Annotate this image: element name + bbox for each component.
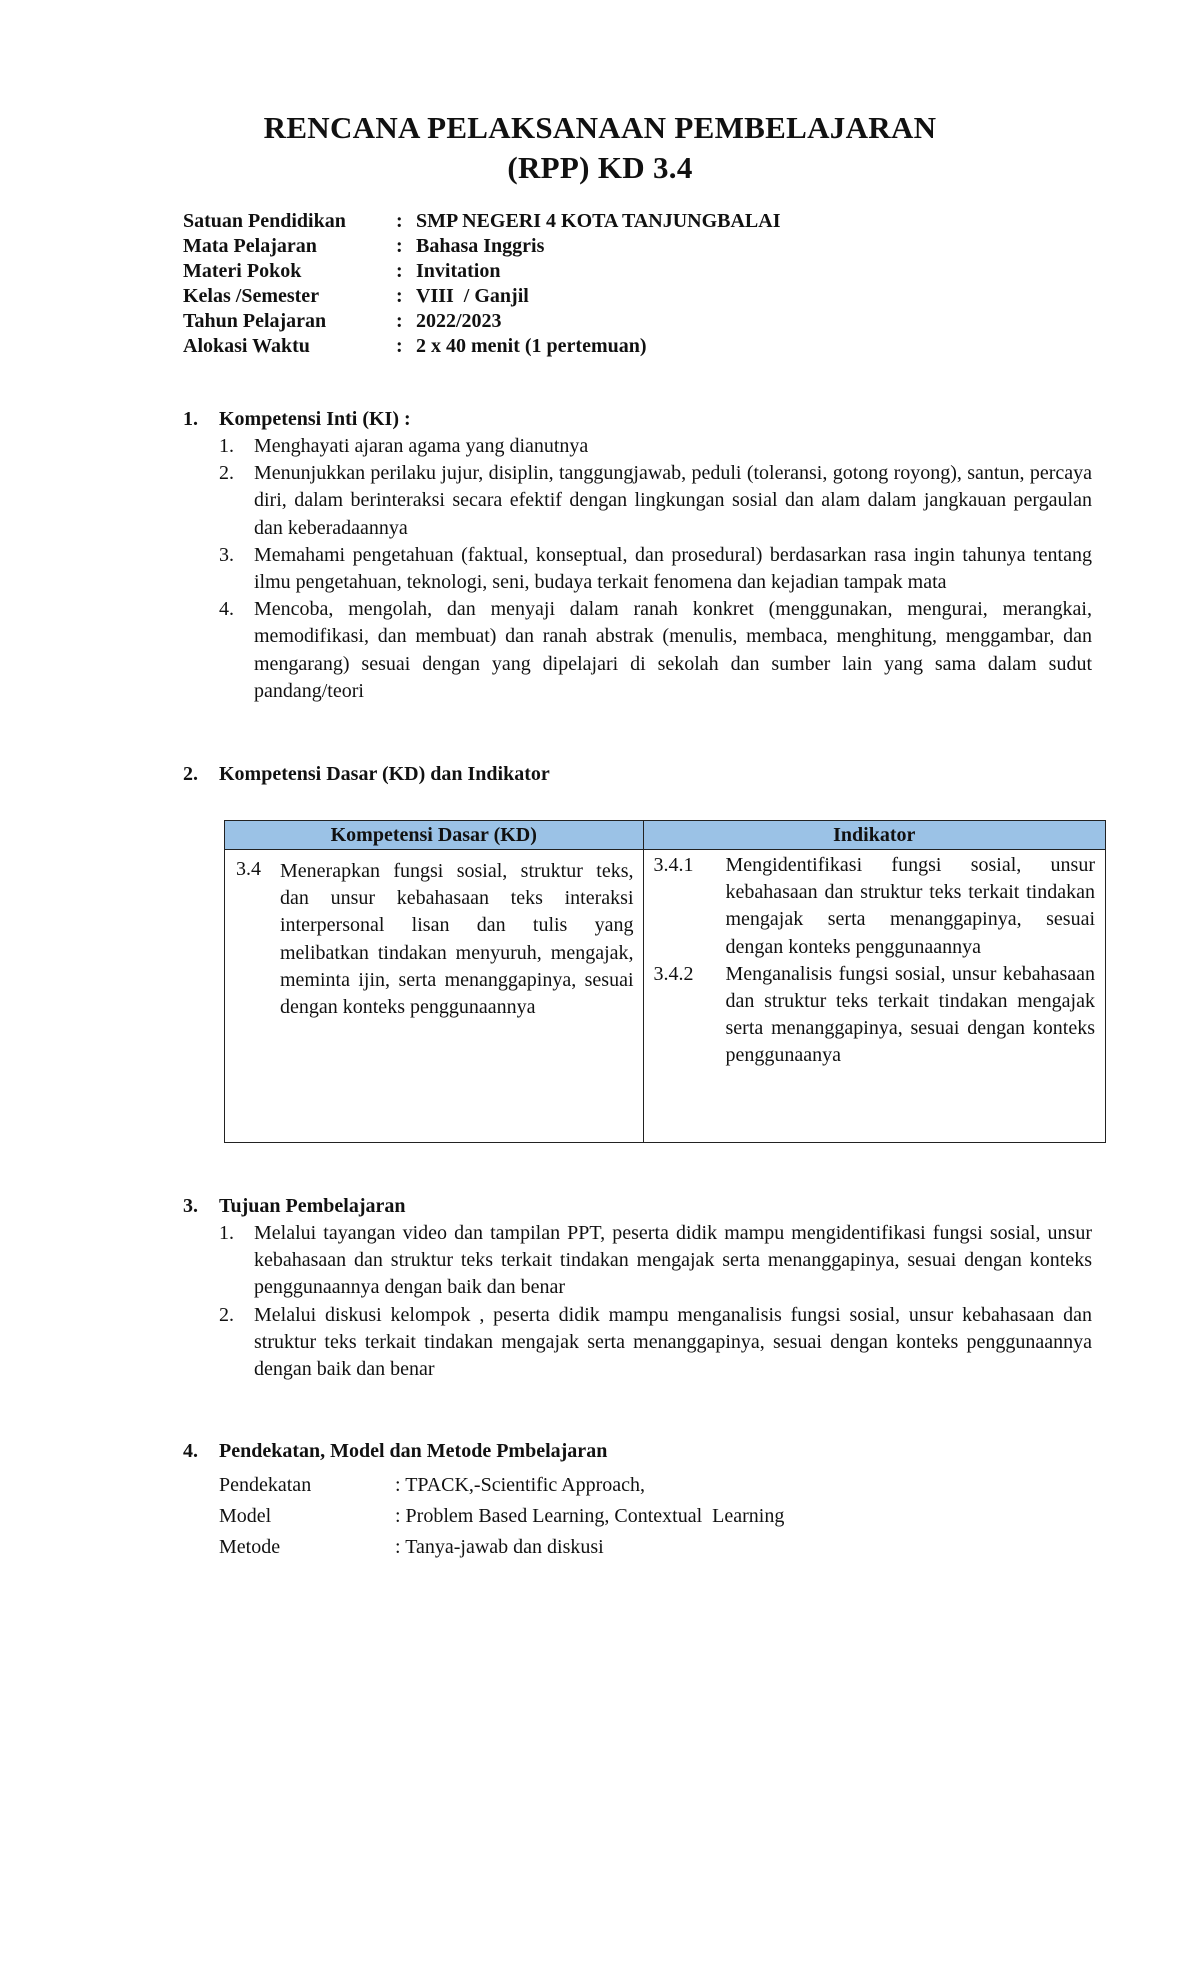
table-header-row [225,821,1106,850]
column-header-indikator: Indikator [643,821,1106,850]
list-item [183,1302,1092,1384]
list-item-number: 2. [219,462,234,485]
kd-cell [225,850,644,1143]
identity-value: Bahasa Inggris [416,235,545,257]
identity-separator: : [396,335,403,357]
identity-label: Kelas /Semester [183,285,320,307]
identity-value: Invitation [416,260,501,282]
section-title: Kompetensi Inti (KI) : [219,408,411,430]
identity-label: Alokasi Waktu [183,335,310,357]
approach-value: : TPACK,-Scientific Approach, [395,1474,645,1496]
identity-block [183,209,781,359]
section-number: 1. [183,408,198,430]
identity-value: 2022/2023 [416,310,502,332]
list-item-number: 4. [219,598,234,621]
section-kompetensi-inti [183,406,1103,705]
list-item-number: 3. [219,543,234,566]
identity-value: VIII / Ganjil [416,285,529,307]
approach-value: : Problem Based Learning, Contextual Learning [395,1505,785,1527]
kd-indikator-table [224,820,1106,1143]
list-item-number: 2. [219,1303,234,1326]
identity-separator: : [396,310,403,332]
identity-value: 2 x 40 menit (1 pertemuan) [416,335,647,357]
list-item-text: Melalui diskusi kelompok , peserta didik mampu menganalisis fungsi sosial, unsur kebahasaan dan struktur teks terkait tindakan mengajak serta menanggapinya, sesuai dengan konteks penggunaannya dengan baik dan benar [254,1303,1092,1381]
indikator-text: Menganalisis fungsi sosial, unsur kebahasaan dan struktur teks terkait tindakan mengajak serta menanggapinya, sesuai dengan konteks penggunaanya [725,962,1095,1067]
kd-text: Menerapkan fungsi sosial, struktur teks, dan unsur kebahasaan teks interaksi interpersonal lisan dan tulis yang melibatkan tindakan menyuruh, mengajak, meminta ijin, serta menanggapinya, sesuai dengan konteks penggunaannya [280,860,634,1019]
column-header-kd: Kompetensi Dasar (KD) [225,821,644,850]
section-title: Pendekatan, Model dan Metode Pmbelajaran [219,1440,608,1462]
list-item-text: Melalui tayangan video dan tampilan PPT, peserta didik mampu mengidentifikasi fungsi sosial, unsur kebahasaan dan struktur teks terkait tindakan mengajak serta menanggapinya, sesuai dengan konteks penggunaannya dengan baik dan benar [254,1222,1092,1299]
identity-separator: : [396,210,403,232]
section-pendekatan [183,1438,1103,1465]
section-number: 4. [183,1440,198,1462]
ki-list [183,433,1103,705]
indikator-number: 3.4.2 [653,962,694,985]
approach-label: Pendekatan [219,1474,312,1496]
section-kompetensi-dasar [183,761,1103,788]
section-heading [183,1438,1103,1465]
indikator-cell [643,850,1106,1143]
list-item [183,460,1092,542]
table-row [225,850,1106,1143]
page-title: RENCANA PELAKSANAAN PEMBELAJARAN [263,110,937,145]
list-item-number: 1. [219,1222,234,1244]
kd-entry [225,850,643,1021]
identity-label: Satuan Pendidikan [183,210,346,232]
list-item [183,542,1092,596]
indikator-list [644,850,1106,1070]
identity-separator: : [396,260,403,282]
indikator-item [654,852,1096,961]
approach-row [219,1501,784,1532]
tujuan-list [183,1220,1103,1383]
indikator-number: 3.4.1 [653,854,694,876]
identity-label: Tahun Pelajaran [183,310,327,332]
approach-value: : Tanya-jawab dan diskusi [395,1536,604,1558]
section-number: 3. [183,1195,198,1217]
list-item [183,596,1092,705]
identity-row [183,234,781,259]
section-heading [183,1193,1103,1220]
list-item-text: Menunjukkan perilaku jujur, disiplin, tanggungjawab, peduli (toleransi, gotong royong), santun, percaya diri, dalam berinteraksi secara efektif dengan lingkungan sosial dan alam dalam jangkauan pergaulan dan keberadaannya [254,462,1092,539]
identity-separator: : [396,235,403,257]
indikator-item [654,961,1096,1070]
list-item [183,1220,1092,1302]
section-tujuan [183,1193,1103,1383]
section-title: Kompetensi Dasar (KD) dan Indikator [219,763,550,785]
identity-label: Materi Pokok [183,260,302,282]
approach-block [219,1470,784,1563]
section-title: Tujuan Pembelajaran [219,1195,406,1217]
identity-value: SMP NEGERI 4 KOTA TANJUNGBALAI [416,210,781,232]
approach-row [219,1532,784,1563]
approach-row [219,1470,784,1501]
section-heading [183,761,1103,788]
section-heading [183,406,1103,433]
indikator-text: Mengidentifikasi fungsi sosial, unsur kebahasaan dan struktur teks terkait tindakan mengajak serta menanggapinya, sesuai dengan konteks penggunaannya [725,854,1095,958]
approach-label: Metode [219,1536,281,1558]
approach-label: Model [219,1505,272,1527]
list-item-text: Memahami pengetahuan (faktual, konseptual, dan prosedural) berdasarkan rasa ingin tahunya tentang ilmu pengetahuan, teknologi, seni, budaya terkait fenomena dan kejadian tampak mata [254,543,1092,594]
list-item-text: Menghayati ajaran agama yang dianutnya [254,435,589,457]
identity-row [183,309,781,334]
identity-label: Mata Pelajaran [183,235,317,257]
list-item-number: 1. [219,435,234,457]
page-subtitle: (RPP) KD 3.4 [507,150,693,185]
list-item [183,433,1092,460]
identity-separator: : [396,285,403,307]
kd-number: 3.4 [236,858,261,880]
section-number: 2. [183,763,198,785]
list-item-text: Mencoba, mengolah, dan menyaji dalam ranah konkret (menggunakan, mengurai, merangkai, memodifikasi, dan membuat) dan ranah abstrak (menulis, membaca, menghitung, menggambar, dan mengarang) sesuai dengan yang dipelajari di sekolah dan sumber lain yang sama dalam sudut pandang/teori [254,598,1092,702]
identity-row [183,334,781,359]
identity-row [183,209,781,234]
identity-row [183,284,781,309]
identity-row [183,259,781,284]
